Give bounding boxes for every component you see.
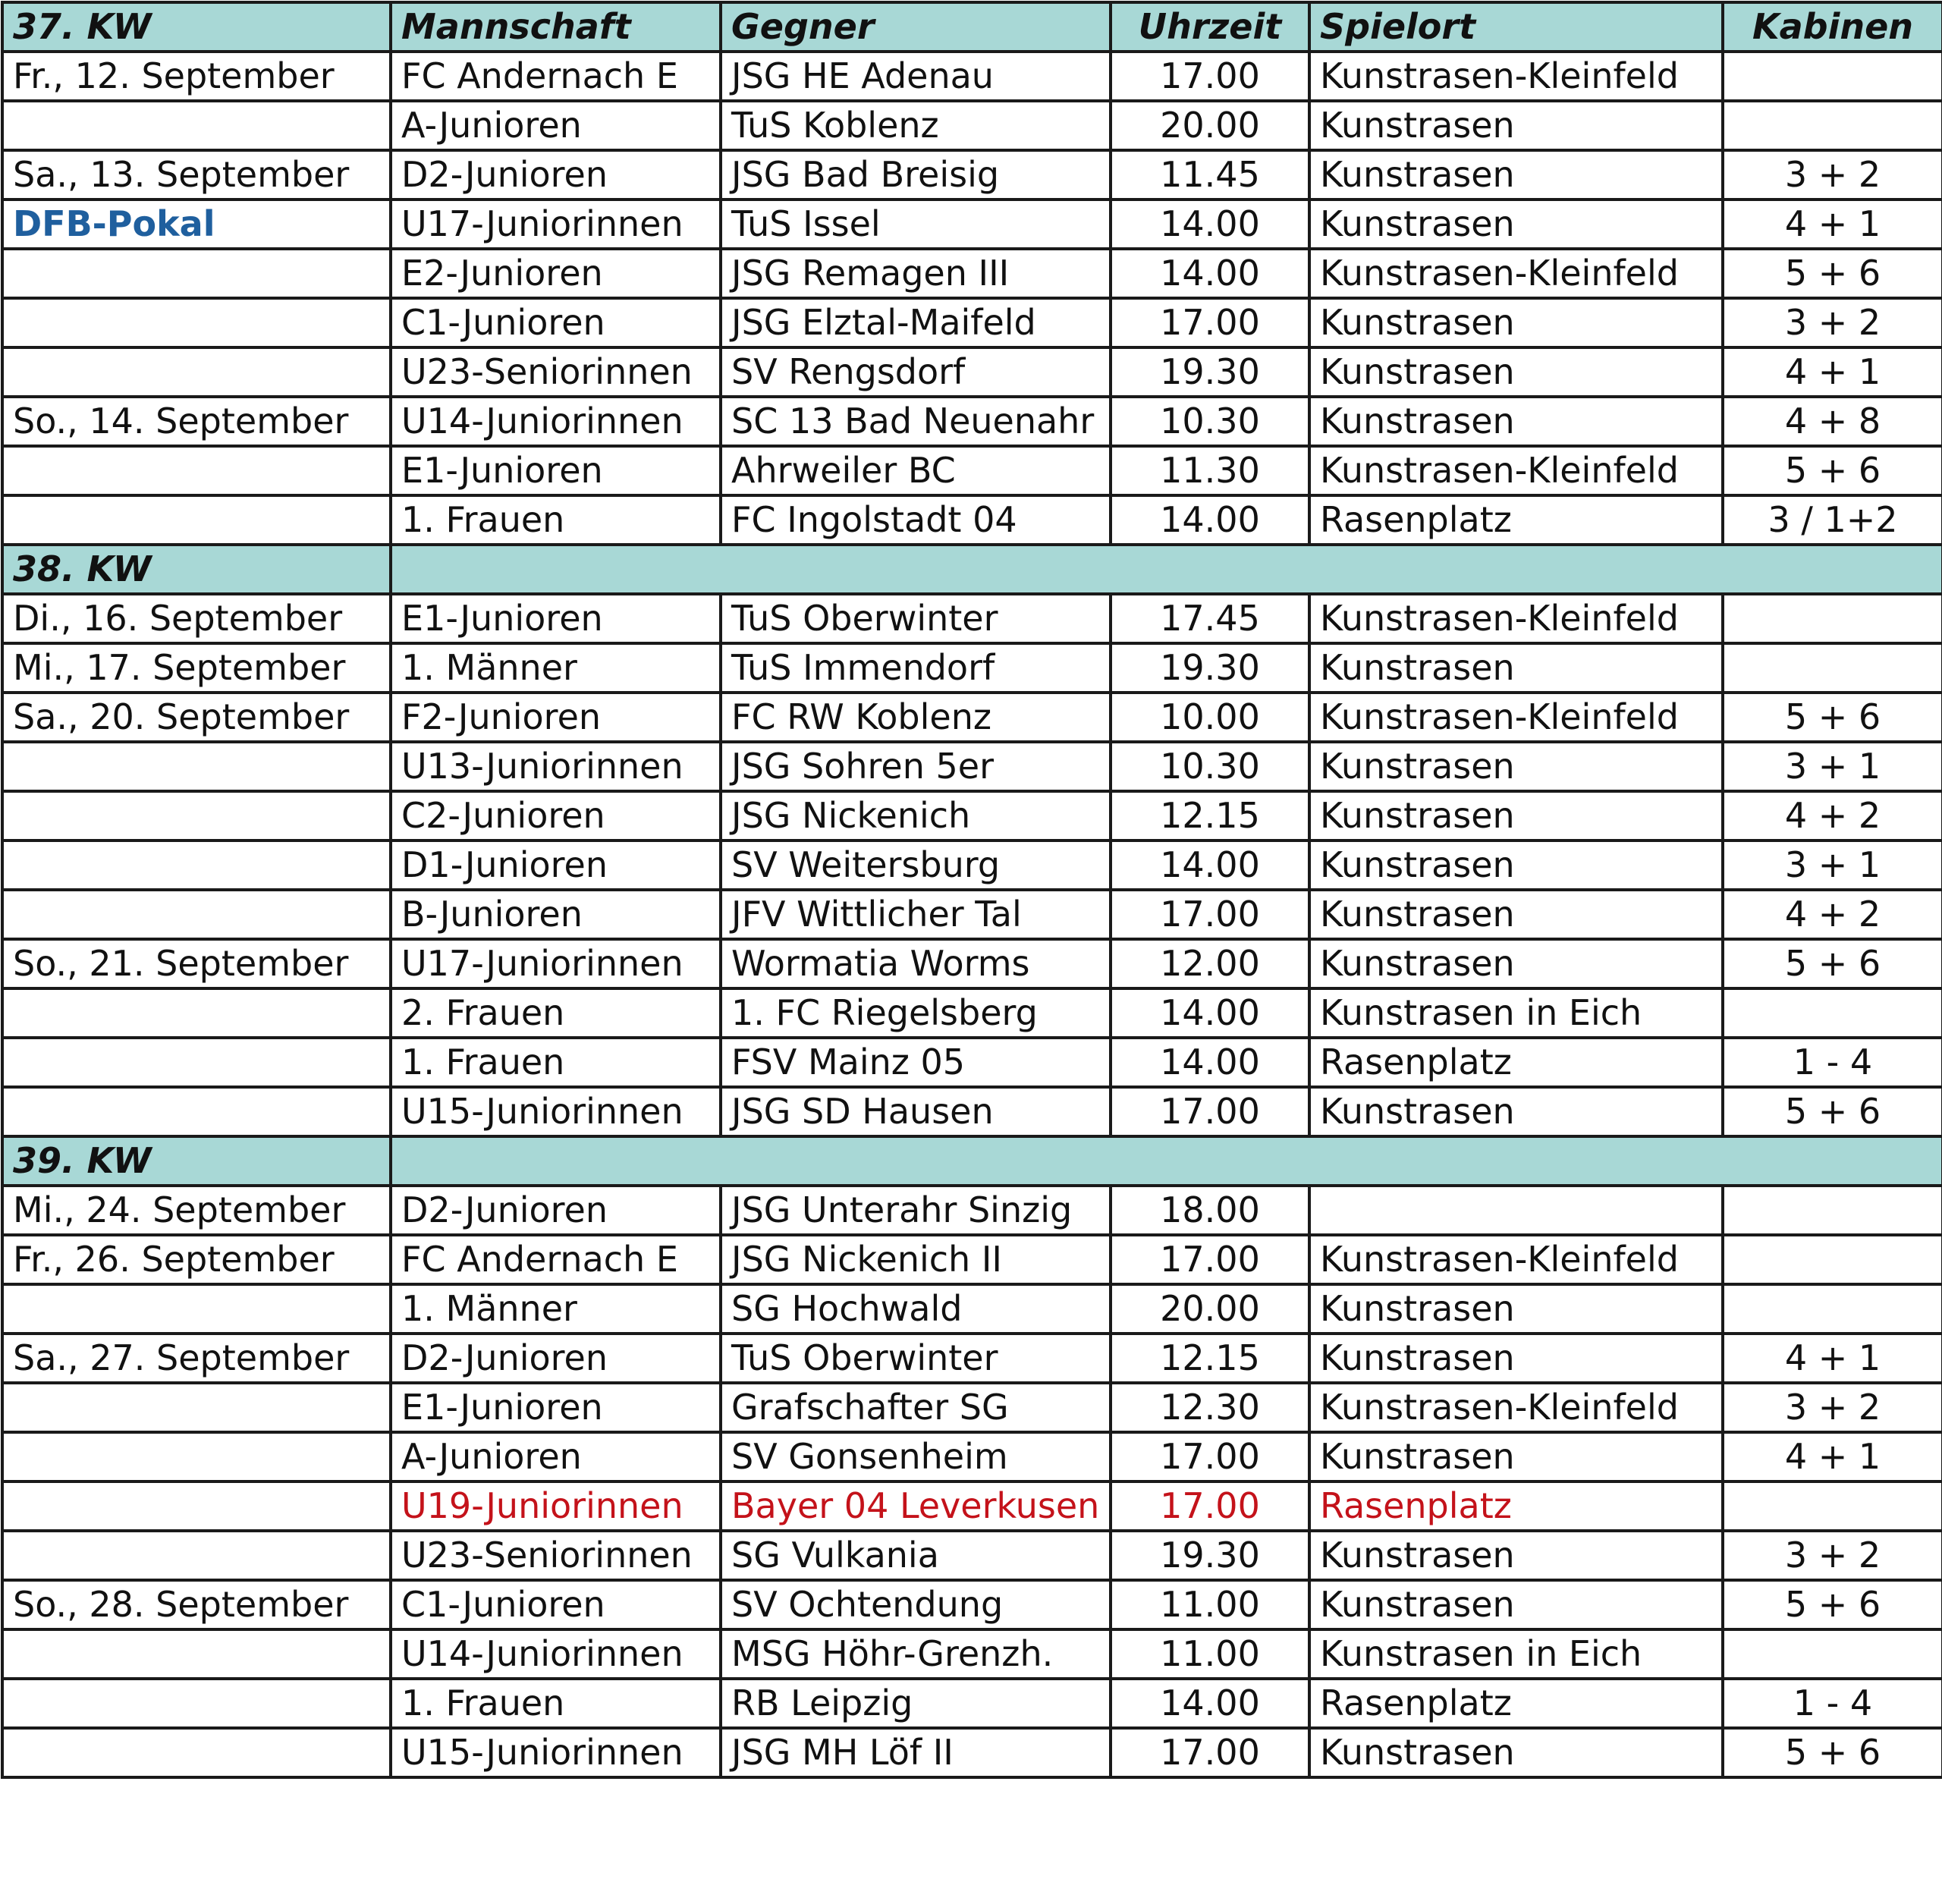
date-cell: Di., 16. September (2, 594, 391, 643)
opponent-cell: JFV Wittlicher Tal (721, 890, 1111, 939)
week-row (2, 545, 1942, 594)
time-cell: 19.30 (1111, 643, 1309, 693)
cabins-cell: 5 + 6 (1723, 446, 1942, 495)
opponent-cell: TuS Koblenz (721, 101, 1111, 150)
time-cell: 14.00 (1111, 200, 1309, 249)
match-row (2, 1334, 1942, 1383)
opponent-cell: JSG Bad Breisig (721, 150, 1111, 200)
date-cell: Sa., 27. September (2, 1334, 391, 1383)
header-time: Uhrzeit (1111, 2, 1309, 52)
match-row (2, 1629, 1942, 1679)
cabins-cell: 3 + 1 (1723, 742, 1942, 791)
schedule-body (2, 52, 1942, 1777)
date-cell: Sa., 13. September (2, 150, 391, 200)
date-cell (2, 988, 391, 1038)
cabins-cell: 5 + 6 (1723, 1728, 1942, 1777)
match-row (2, 150, 1942, 200)
opponent-cell: SV Rengsdorf (721, 347, 1111, 397)
date-cell (2, 249, 391, 298)
date-cell (2, 1531, 391, 1580)
team-cell: U14-Juniorinnen (391, 397, 721, 446)
venue-cell: Kunstrasen (1309, 200, 1723, 249)
opponent-cell: SV Gonsenheim (721, 1432, 1111, 1481)
match-row (2, 890, 1942, 939)
date-cell (2, 495, 391, 545)
venue-cell: Kunstrasen (1309, 1284, 1723, 1334)
date-cell (2, 1481, 391, 1531)
time-cell: 17.00 (1111, 1728, 1309, 1777)
time-cell: 18.00 (1111, 1186, 1309, 1235)
time-cell: 11.45 (1111, 150, 1309, 200)
team-cell: C2-Junioren (391, 791, 721, 840)
date-cell (2, 1728, 391, 1777)
team-cell: 1. Frauen (391, 495, 721, 545)
cabins-cell: 5 + 6 (1723, 1580, 1942, 1629)
opponent-cell: SG Hochwald (721, 1284, 1111, 1334)
opponent-cell: TuS Issel (721, 200, 1111, 249)
cabins-cell (1723, 52, 1942, 101)
cabins-cell: 5 + 6 (1723, 249, 1942, 298)
time-cell: 14.00 (1111, 840, 1309, 890)
week-label: 39. KW (2, 1136, 391, 1186)
cabins-cell: 3 + 2 (1723, 298, 1942, 347)
team-cell: D2-Junioren (391, 1186, 721, 1235)
opponent-cell: JSG Nickenich II (721, 1235, 1111, 1284)
time-cell: 10.30 (1111, 742, 1309, 791)
venue-cell: Kunstrasen in Eich (1309, 1629, 1723, 1679)
cabins-cell: 4 + 1 (1723, 1334, 1942, 1383)
time-cell: 14.00 (1111, 988, 1309, 1038)
opponent-cell: Wormatia Worms (721, 939, 1111, 988)
team-cell: 1. Frauen (391, 1679, 721, 1728)
header-week: 37. KW (2, 2, 391, 52)
match-row (2, 1531, 1942, 1580)
date-cell (2, 298, 391, 347)
opponent-cell: Grafschafter SG (721, 1383, 1111, 1432)
team-cell: U23-Seniorinnen (391, 1531, 721, 1580)
header-team: Mannschaft (391, 2, 721, 52)
time-cell: 17.00 (1111, 1481, 1309, 1531)
header-opponent: Gegner (721, 2, 1111, 52)
time-cell: 10.00 (1111, 693, 1309, 742)
time-cell: 11.00 (1111, 1629, 1309, 1679)
header-row (2, 2, 1942, 52)
cabins-cell (1723, 1284, 1942, 1334)
match-row (2, 1432, 1942, 1481)
match-row (2, 643, 1942, 693)
date-cell (2, 1038, 391, 1087)
week-row (2, 1136, 1942, 1186)
date-cell (2, 742, 391, 791)
venue-cell: Kunstrasen (1309, 840, 1723, 890)
opponent-cell: RB Leipzig (721, 1679, 1111, 1728)
date-cell (2, 1629, 391, 1679)
venue-cell: Kunstrasen-Kleinfeld (1309, 594, 1723, 643)
venue-cell: Kunstrasen-Kleinfeld (1309, 446, 1723, 495)
cabins-cell (1723, 1629, 1942, 1679)
opponent-cell: SC 13 Bad Neuenahr (721, 397, 1111, 446)
match-row (2, 1728, 1942, 1777)
venue-cell: Kunstrasen (1309, 1334, 1723, 1383)
time-cell: 14.00 (1111, 495, 1309, 545)
venue-cell: Kunstrasen (1309, 101, 1723, 150)
opponent-cell: JSG Nickenich (721, 791, 1111, 840)
match-row (2, 939, 1942, 988)
match-row (2, 1235, 1942, 1284)
venue-cell: Rasenplatz (1309, 495, 1723, 545)
team-cell: C1-Junioren (391, 298, 721, 347)
match-row (2, 1186, 1942, 1235)
date-cell (2, 1284, 391, 1334)
time-cell: 19.30 (1111, 347, 1309, 397)
match-row (2, 249, 1942, 298)
venue-cell: Kunstrasen (1309, 890, 1723, 939)
cabins-cell: 3 / 1+2 (1723, 495, 1942, 545)
venue-cell: Kunstrasen-Kleinfeld (1309, 249, 1723, 298)
cabins-cell: 1 - 4 (1723, 1679, 1942, 1728)
team-cell: 2. Frauen (391, 988, 721, 1038)
cabins-cell: 5 + 6 (1723, 693, 1942, 742)
cabins-cell (1723, 988, 1942, 1038)
time-cell: 14.00 (1111, 1038, 1309, 1087)
time-cell: 20.00 (1111, 1284, 1309, 1334)
venue-cell: Kunstrasen in Eich (1309, 988, 1723, 1038)
venue-cell: Kunstrasen (1309, 1728, 1723, 1777)
venue-cell: Kunstrasen (1309, 397, 1723, 446)
opponent-cell: JSG Sohren 5er (721, 742, 1111, 791)
venue-cell: Rasenplatz (1309, 1481, 1723, 1531)
opponent-cell: JSG SD Hausen (721, 1087, 1111, 1136)
match-row (2, 791, 1942, 840)
week-label: 38. KW (2, 545, 391, 594)
date-cell: Mi., 24. September (2, 1186, 391, 1235)
time-cell: 11.00 (1111, 1580, 1309, 1629)
cabins-cell: 4 + 1 (1723, 347, 1942, 397)
week-row-filler (391, 1136, 1942, 1186)
team-cell: E1-Junioren (391, 594, 721, 643)
note-cell: DFB-Pokal (2, 200, 391, 249)
team-cell: D2-Junioren (391, 1334, 721, 1383)
cabins-cell: 3 + 2 (1723, 1383, 1942, 1432)
venue-cell: Kunstrasen-Kleinfeld (1309, 693, 1723, 742)
venue-cell: Rasenplatz (1309, 1679, 1723, 1728)
time-cell: 12.15 (1111, 1334, 1309, 1383)
match-row (2, 298, 1942, 347)
match-row (2, 594, 1942, 643)
opponent-cell: JSG MH Löf II (721, 1728, 1111, 1777)
cabins-cell (1723, 1186, 1942, 1235)
date-cell: Fr., 26. September (2, 1235, 391, 1284)
match-row (2, 446, 1942, 495)
match-row (2, 1383, 1942, 1432)
date-cell (2, 347, 391, 397)
match-row (2, 988, 1942, 1038)
time-cell: 12.30 (1111, 1383, 1309, 1432)
opponent-cell: Bayer 04 Leverkusen (721, 1481, 1111, 1531)
match-row (2, 52, 1942, 101)
date-cell (2, 791, 391, 840)
match-row (2, 1481, 1942, 1531)
cabins-cell: 4 + 1 (1723, 200, 1942, 249)
header-cabins: Kabinen (1723, 2, 1942, 52)
time-cell: 19.30 (1111, 1531, 1309, 1580)
date-cell: Mi., 17. September (2, 643, 391, 693)
cabins-cell: 4 + 2 (1723, 791, 1942, 840)
match-row (2, 200, 1942, 249)
team-cell: U17-Juniorinnen (391, 200, 721, 249)
time-cell: 17.00 (1111, 298, 1309, 347)
cabins-cell: 1 - 4 (1723, 1038, 1942, 1087)
date-cell (2, 890, 391, 939)
date-cell (2, 840, 391, 890)
date-cell (2, 101, 391, 150)
opponent-cell: TuS Immendorf (721, 643, 1111, 693)
opponent-cell: FC Ingolstadt 04 (721, 495, 1111, 545)
venue-cell: Kunstrasen (1309, 1531, 1723, 1580)
time-cell: 20.00 (1111, 101, 1309, 150)
venue-cell: Kunstrasen (1309, 643, 1723, 693)
cabins-cell: 3 + 1 (1723, 840, 1942, 890)
cabins-cell (1723, 643, 1942, 693)
team-cell: C1-Junioren (391, 1580, 721, 1629)
team-cell: FC Andernach E (391, 52, 721, 101)
opponent-cell: 1. FC Riegelsberg (721, 988, 1111, 1038)
opponent-cell: SV Ochtendung (721, 1580, 1111, 1629)
week-row-filler (391, 545, 1942, 594)
time-cell: 17.00 (1111, 1087, 1309, 1136)
team-cell: U14-Juniorinnen (391, 1629, 721, 1679)
team-cell: A-Junioren (391, 101, 721, 150)
date-cell (2, 1383, 391, 1432)
match-row (2, 397, 1942, 446)
date-cell (2, 1432, 391, 1481)
team-cell: U17-Juniorinnen (391, 939, 721, 988)
team-cell: 1. Männer (391, 1284, 721, 1334)
opponent-cell: FC RW Koblenz (721, 693, 1111, 742)
match-row (2, 1038, 1942, 1087)
time-cell: 14.00 (1111, 249, 1309, 298)
date-cell: So., 28. September (2, 1580, 391, 1629)
team-cell: E1-Junioren (391, 1383, 721, 1432)
match-row (2, 347, 1942, 397)
time-cell: 17.00 (1111, 1432, 1309, 1481)
time-cell: 11.30 (1111, 446, 1309, 495)
match-row (2, 1679, 1942, 1728)
venue-cell (1309, 1186, 1723, 1235)
match-row (2, 1580, 1942, 1629)
cabins-cell: 4 + 1 (1723, 1432, 1942, 1481)
opponent-cell: JSG HE Adenau (721, 52, 1111, 101)
cabins-cell (1723, 1235, 1942, 1284)
team-cell: B-Junioren (391, 890, 721, 939)
venue-cell: Kunstrasen (1309, 939, 1723, 988)
match-row (2, 1087, 1942, 1136)
opponent-cell: Ahrweiler BC (721, 446, 1111, 495)
cabins-cell: 5 + 6 (1723, 1087, 1942, 1136)
date-cell (2, 1679, 391, 1728)
time-cell: 12.00 (1111, 939, 1309, 988)
cabins-cell: 3 + 2 (1723, 1531, 1942, 1580)
cabins-cell: 4 + 8 (1723, 397, 1942, 446)
opponent-cell: TuS Oberwinter (721, 594, 1111, 643)
opponent-cell: JSG Elztal-Maifeld (721, 298, 1111, 347)
date-cell: So., 21. September (2, 939, 391, 988)
venue-cell: Kunstrasen (1309, 298, 1723, 347)
team-cell: U23-Seniorinnen (391, 347, 721, 397)
time-cell: 10.30 (1111, 397, 1309, 446)
match-row (2, 840, 1942, 890)
match-row (2, 101, 1942, 150)
opponent-cell: MSG Höhr-Grenzh. (721, 1629, 1111, 1679)
date-cell (2, 1087, 391, 1136)
opponent-cell: FSV Mainz 05 (721, 1038, 1111, 1087)
opponent-cell: SG Vulkania (721, 1531, 1111, 1580)
cabins-cell: 4 + 2 (1723, 890, 1942, 939)
team-cell: E1-Junioren (391, 446, 721, 495)
date-cell: Sa., 20. September (2, 693, 391, 742)
opponent-cell: SV Weitersburg (721, 840, 1111, 890)
venue-cell: Kunstrasen (1309, 347, 1723, 397)
match-row (2, 495, 1942, 545)
team-cell: 1. Männer (391, 643, 721, 693)
team-cell: U13-Juniorinnen (391, 742, 721, 791)
venue-cell: Kunstrasen-Kleinfeld (1309, 1383, 1723, 1432)
team-cell: U15-Juniorinnen (391, 1728, 721, 1777)
venue-cell: Kunstrasen (1309, 791, 1723, 840)
time-cell: 17.00 (1111, 890, 1309, 939)
cabins-cell (1723, 1481, 1942, 1531)
venue-cell: Kunstrasen (1309, 150, 1723, 200)
date-cell: Fr., 12. September (2, 52, 391, 101)
team-cell: U15-Juniorinnen (391, 1087, 721, 1136)
opponent-cell: JSG Remagen III (721, 249, 1111, 298)
opponent-cell: TuS Oberwinter (721, 1334, 1111, 1383)
match-row (2, 693, 1942, 742)
venue-cell: Kunstrasen (1309, 1580, 1723, 1629)
team-cell: D2-Junioren (391, 150, 721, 200)
venue-cell: Kunstrasen (1309, 742, 1723, 791)
venue-cell: Kunstrasen (1309, 1087, 1723, 1136)
team-cell: F2-Junioren (391, 693, 721, 742)
venue-cell: Kunstrasen-Kleinfeld (1309, 1235, 1723, 1284)
time-cell: 17.00 (1111, 1235, 1309, 1284)
cabins-cell (1723, 594, 1942, 643)
team-cell: D1-Junioren (391, 840, 721, 890)
team-cell: E2-Junioren (391, 249, 721, 298)
match-schedule-table (1, 1, 1942, 1779)
venue-cell: Rasenplatz (1309, 1038, 1723, 1087)
time-cell: 14.00 (1111, 1679, 1309, 1728)
time-cell: 17.00 (1111, 52, 1309, 101)
date-cell: So., 14. September (2, 397, 391, 446)
team-cell: FC Andernach E (391, 1235, 721, 1284)
match-row (2, 742, 1942, 791)
date-cell (2, 446, 391, 495)
venue-cell: Kunstrasen-Kleinfeld (1309, 52, 1723, 101)
team-cell: 1. Frauen (391, 1038, 721, 1087)
header-venue: Spielort (1309, 2, 1723, 52)
cabins-cell: 5 + 6 (1723, 939, 1942, 988)
team-cell: A-Junioren (391, 1432, 721, 1481)
time-cell: 12.15 (1111, 791, 1309, 840)
team-cell: U19-Juniorinnen (391, 1481, 721, 1531)
cabins-cell (1723, 101, 1942, 150)
cabins-cell: 3 + 2 (1723, 150, 1942, 200)
opponent-cell: JSG Unterahr Sinzig (721, 1186, 1111, 1235)
match-row (2, 1284, 1942, 1334)
venue-cell: Kunstrasen (1309, 1432, 1723, 1481)
time-cell: 17.45 (1111, 594, 1309, 643)
